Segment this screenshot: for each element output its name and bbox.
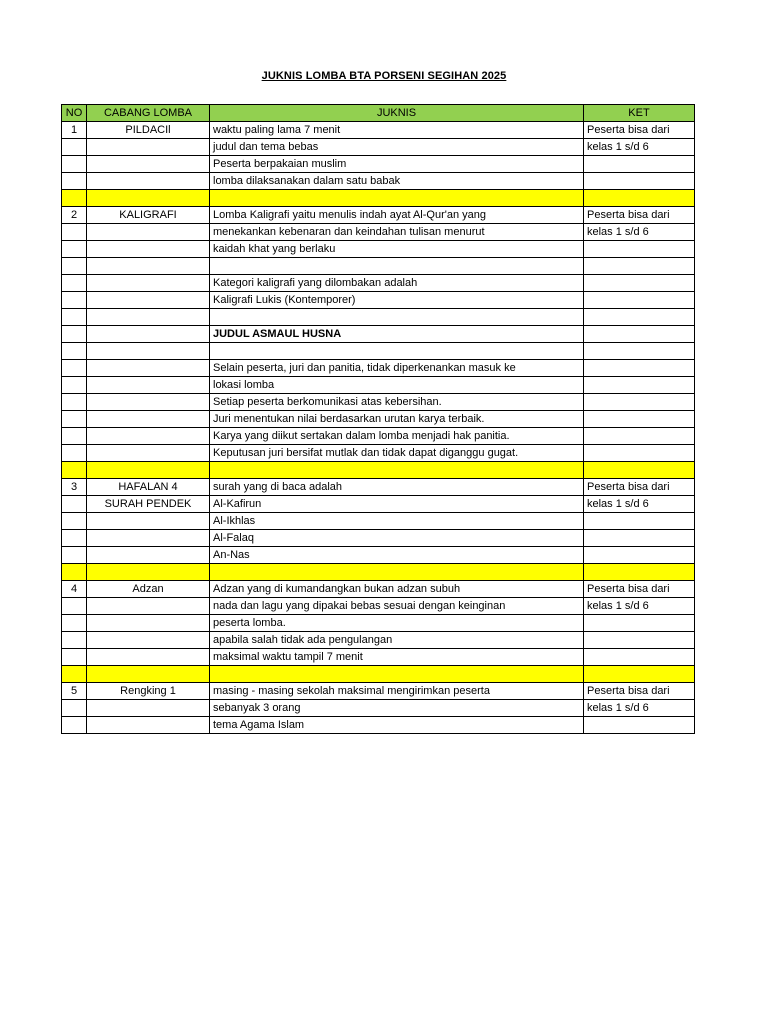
- table-row: [62, 122, 695, 139]
- cell-no: [62, 411, 87, 428]
- cell-ket: [584, 411, 695, 428]
- cell-ket: [584, 615, 695, 632]
- juknis-table: [61, 104, 695, 734]
- cell-no: [62, 360, 87, 377]
- cell-ket: [584, 394, 695, 411]
- separator-row: [62, 564, 695, 581]
- header-no: NO: [62, 105, 87, 122]
- cell-juknis: Setiap peserta berkomunikasi atas kebersihan.: [210, 394, 584, 411]
- cell-juknis: surah yang di baca adalah: [210, 479, 584, 496]
- table-row: [62, 292, 695, 309]
- cell-juknis: Al-Kafirun: [210, 496, 584, 513]
- cell-juknis: Lomba Kaligrafi yaitu menulis indah ayat Al-Qur'an yang: [210, 207, 584, 224]
- cell-cabang-lomba: [87, 258, 210, 275]
- table-row: [62, 139, 695, 156]
- cell-no: [62, 496, 87, 513]
- cell-no: [62, 139, 87, 156]
- cell-ket: [584, 309, 695, 326]
- cell-juknis: tema Agama Islam: [210, 717, 584, 734]
- cell-juknis: maksimal waktu tampil 7 menit: [210, 649, 584, 666]
- cell-cabang-lomba: HAFALAN 4: [87, 479, 210, 496]
- table-row: [62, 411, 695, 428]
- cell-no: [62, 241, 87, 258]
- table-row: [62, 683, 695, 700]
- table-row: [62, 309, 695, 326]
- separator-cell: [584, 462, 695, 479]
- cell-no: 4: [62, 581, 87, 598]
- cell-cabang-lomba: [87, 513, 210, 530]
- cell-juknis: Adzan yang di kumandangkan bukan adzan subuh: [210, 581, 584, 598]
- cell-cabang-lomba: [87, 275, 210, 292]
- cell-juknis: sebanyak 3 orang: [210, 700, 584, 717]
- cell-juknis: Selain peserta, juri dan panitia, tidak diperkenankan masuk ke: [210, 360, 584, 377]
- cell-no: [62, 700, 87, 717]
- cell-cabang-lomba: [87, 598, 210, 615]
- table-row: [62, 632, 695, 649]
- cell-juknis: Karya yang diikut sertakan dalam lomba menjadi hak panitia.: [210, 428, 584, 445]
- cell-ket: [584, 513, 695, 530]
- cell-ket: kelas 1 s/d 6: [584, 598, 695, 615]
- table-row: [62, 445, 695, 462]
- cell-ket: [584, 649, 695, 666]
- separator-cell: [87, 190, 210, 207]
- cell-no: [62, 394, 87, 411]
- cell-no: [62, 292, 87, 309]
- cell-juknis: Al-Ikhlas: [210, 513, 584, 530]
- cell-cabang-lomba: Rengking 1: [87, 683, 210, 700]
- cell-ket: [584, 360, 695, 377]
- table-row: [62, 547, 695, 564]
- cell-cabang-lomba: [87, 428, 210, 445]
- cell-no: [62, 173, 87, 190]
- cell-no: [62, 343, 87, 360]
- cell-no: [62, 224, 87, 241]
- cell-cabang-lomba: [87, 632, 210, 649]
- table-row: [62, 428, 695, 445]
- cell-ket: [584, 343, 695, 360]
- cell-juknis: Kategori kaligrafi yang dilombakan adalah: [210, 275, 584, 292]
- table-row: [62, 343, 695, 360]
- table-body: [62, 122, 695, 734]
- cell-ket: kelas 1 s/d 6: [584, 224, 695, 241]
- cell-ket: kelas 1 s/d 6: [584, 139, 695, 156]
- cell-juknis: judul dan tema bebas: [210, 139, 584, 156]
- table-row: [62, 326, 695, 343]
- cell-ket: [584, 275, 695, 292]
- separator-row: [62, 462, 695, 479]
- cell-ket: [584, 428, 695, 445]
- cell-cabang-lomba: [87, 139, 210, 156]
- header-juknis: JUKNIS: [210, 105, 584, 122]
- cell-juknis: masing - masing sekolah maksimal mengirimkan peserta: [210, 683, 584, 700]
- cell-juknis: nada dan lagu yang dipakai bebas sesuai dengan keinginan: [210, 598, 584, 615]
- cell-no: 2: [62, 207, 87, 224]
- cell-cabang-lomba: [87, 700, 210, 717]
- cell-no: [62, 530, 87, 547]
- cell-juknis: JUDUL ASMAUL HUSNA: [210, 326, 584, 343]
- cell-no: 5: [62, 683, 87, 700]
- cell-juknis: Juri menentukan nilai berdasarkan urutan karya terbaik.: [210, 411, 584, 428]
- cell-no: [62, 598, 87, 615]
- table-row: [62, 156, 695, 173]
- cell-ket: [584, 445, 695, 462]
- separator-cell: [210, 564, 584, 581]
- cell-juknis: kaidah khat yang berlaku: [210, 241, 584, 258]
- cell-juknis: [210, 309, 584, 326]
- cell-ket: Peserta bisa dari: [584, 122, 695, 139]
- cell-cabang-lomba: [87, 411, 210, 428]
- table-row: [62, 581, 695, 598]
- document-title: JUKNIS LOMBA BTA PORSENI SEGIHAN 2025: [261, 70, 507, 82]
- separator-cell: [584, 564, 695, 581]
- header-cabang-lomba: CABANG LOMBA: [87, 105, 210, 122]
- cell-juknis: Peserta berpakaian muslim: [210, 156, 584, 173]
- cell-ket: [584, 258, 695, 275]
- cell-ket: Peserta bisa dari: [584, 581, 695, 598]
- cell-no: [62, 377, 87, 394]
- table-row: [62, 700, 695, 717]
- table-row: [62, 224, 695, 241]
- cell-juknis: Kaligrafi Lukis (Kontemporer): [210, 292, 584, 309]
- separator-cell: [210, 190, 584, 207]
- cell-ket: [584, 173, 695, 190]
- cell-cabang-lomba: [87, 360, 210, 377]
- cell-no: [62, 615, 87, 632]
- cell-cabang-lomba: [87, 649, 210, 666]
- separator-cell: [62, 666, 87, 683]
- cell-ket: Peserta bisa dari: [584, 207, 695, 224]
- cell-juknis: waktu paling lama 7 menit: [210, 122, 584, 139]
- separator-cell: [210, 462, 584, 479]
- table-row: [62, 258, 695, 275]
- table-row: [62, 649, 695, 666]
- cell-cabang-lomba: [87, 173, 210, 190]
- cell-ket: Peserta bisa dari: [584, 683, 695, 700]
- cell-juknis: lokasi lomba: [210, 377, 584, 394]
- cell-no: [62, 717, 87, 734]
- separator-cell: [62, 564, 87, 581]
- cell-cabang-lomba: [87, 309, 210, 326]
- cell-no: [62, 258, 87, 275]
- header-row: [62, 105, 695, 122]
- separator-cell: [87, 666, 210, 683]
- cell-cabang-lomba: [87, 615, 210, 632]
- cell-cabang-lomba: [87, 326, 210, 343]
- cell-no: [62, 547, 87, 564]
- cell-juknis: [210, 343, 584, 360]
- cell-no: [62, 513, 87, 530]
- cell-no: [62, 326, 87, 343]
- header-ket: KET: [584, 105, 695, 122]
- cell-ket: Peserta bisa dari: [584, 479, 695, 496]
- cell-cabang-lomba: Adzan: [87, 581, 210, 598]
- cell-juknis: menekankan kebenaran dan keindahan tulisan menurut: [210, 224, 584, 241]
- table-row: [62, 598, 695, 615]
- separator-cell: [87, 564, 210, 581]
- table-row: [62, 513, 695, 530]
- separator-cell: [210, 666, 584, 683]
- cell-no: [62, 275, 87, 292]
- cell-juknis: An-Nas: [210, 547, 584, 564]
- cell-cabang-lomba: [87, 224, 210, 241]
- separator-cell: [62, 462, 87, 479]
- cell-cabang-lomba: [87, 530, 210, 547]
- cell-cabang-lomba: [87, 445, 210, 462]
- cell-juknis: apabila salah tidak ada pengulangan: [210, 632, 584, 649]
- table-row: [62, 717, 695, 734]
- table-row: [62, 615, 695, 632]
- table-row: [62, 360, 695, 377]
- cell-ket: kelas 1 s/d 6: [584, 700, 695, 717]
- cell-ket: [584, 326, 695, 343]
- separator-cell: [87, 462, 210, 479]
- cell-no: [62, 445, 87, 462]
- cell-cabang-lomba: [87, 343, 210, 360]
- cell-no: [62, 428, 87, 445]
- cell-cabang-lomba: [87, 547, 210, 564]
- cell-no: [62, 632, 87, 649]
- cell-juknis: Keputusan juri bersifat mutlak dan tidak dapat diganggu gugat.: [210, 445, 584, 462]
- cell-ket: [584, 156, 695, 173]
- table-row: [62, 377, 695, 394]
- separator-row: [62, 190, 695, 207]
- cell-ket: kelas 1 s/d 6: [584, 496, 695, 513]
- separator-cell: [584, 190, 695, 207]
- cell-cabang-lomba: [87, 241, 210, 258]
- cell-ket: [584, 377, 695, 394]
- table-row: [62, 530, 695, 547]
- table-row: [62, 275, 695, 292]
- cell-cabang-lomba: SURAH PENDEK: [87, 496, 210, 513]
- cell-no: 3: [62, 479, 87, 496]
- cell-ket: [584, 292, 695, 309]
- table-row: [62, 173, 695, 190]
- cell-juknis: [210, 258, 584, 275]
- cell-ket: [584, 632, 695, 649]
- cell-ket: [584, 530, 695, 547]
- cell-ket: [584, 717, 695, 734]
- table-row: [62, 479, 695, 496]
- cell-ket: [584, 241, 695, 258]
- cell-cabang-lomba: [87, 292, 210, 309]
- table-row: [62, 241, 695, 258]
- cell-ket: [584, 547, 695, 564]
- cell-cabang-lomba: [87, 156, 210, 173]
- cell-cabang-lomba: [87, 377, 210, 394]
- cell-no: [62, 309, 87, 326]
- cell-juknis: Al-Falaq: [210, 530, 584, 547]
- cell-cabang-lomba: [87, 394, 210, 411]
- cell-no: 1: [62, 122, 87, 139]
- table-row: [62, 496, 695, 513]
- cell-juknis: lomba dilaksanakan dalam satu babak: [210, 173, 584, 190]
- cell-cabang-lomba: KALIGRAFI: [87, 207, 210, 224]
- separator-row: [62, 666, 695, 683]
- cell-cabang-lomba: [87, 717, 210, 734]
- cell-no: [62, 156, 87, 173]
- cell-no: [62, 649, 87, 666]
- table-row: [62, 207, 695, 224]
- cell-juknis: peserta lomba.: [210, 615, 584, 632]
- cell-cabang-lomba: PILDACIl: [87, 122, 210, 139]
- separator-cell: [62, 190, 87, 207]
- table-row: [62, 394, 695, 411]
- separator-cell: [584, 666, 695, 683]
